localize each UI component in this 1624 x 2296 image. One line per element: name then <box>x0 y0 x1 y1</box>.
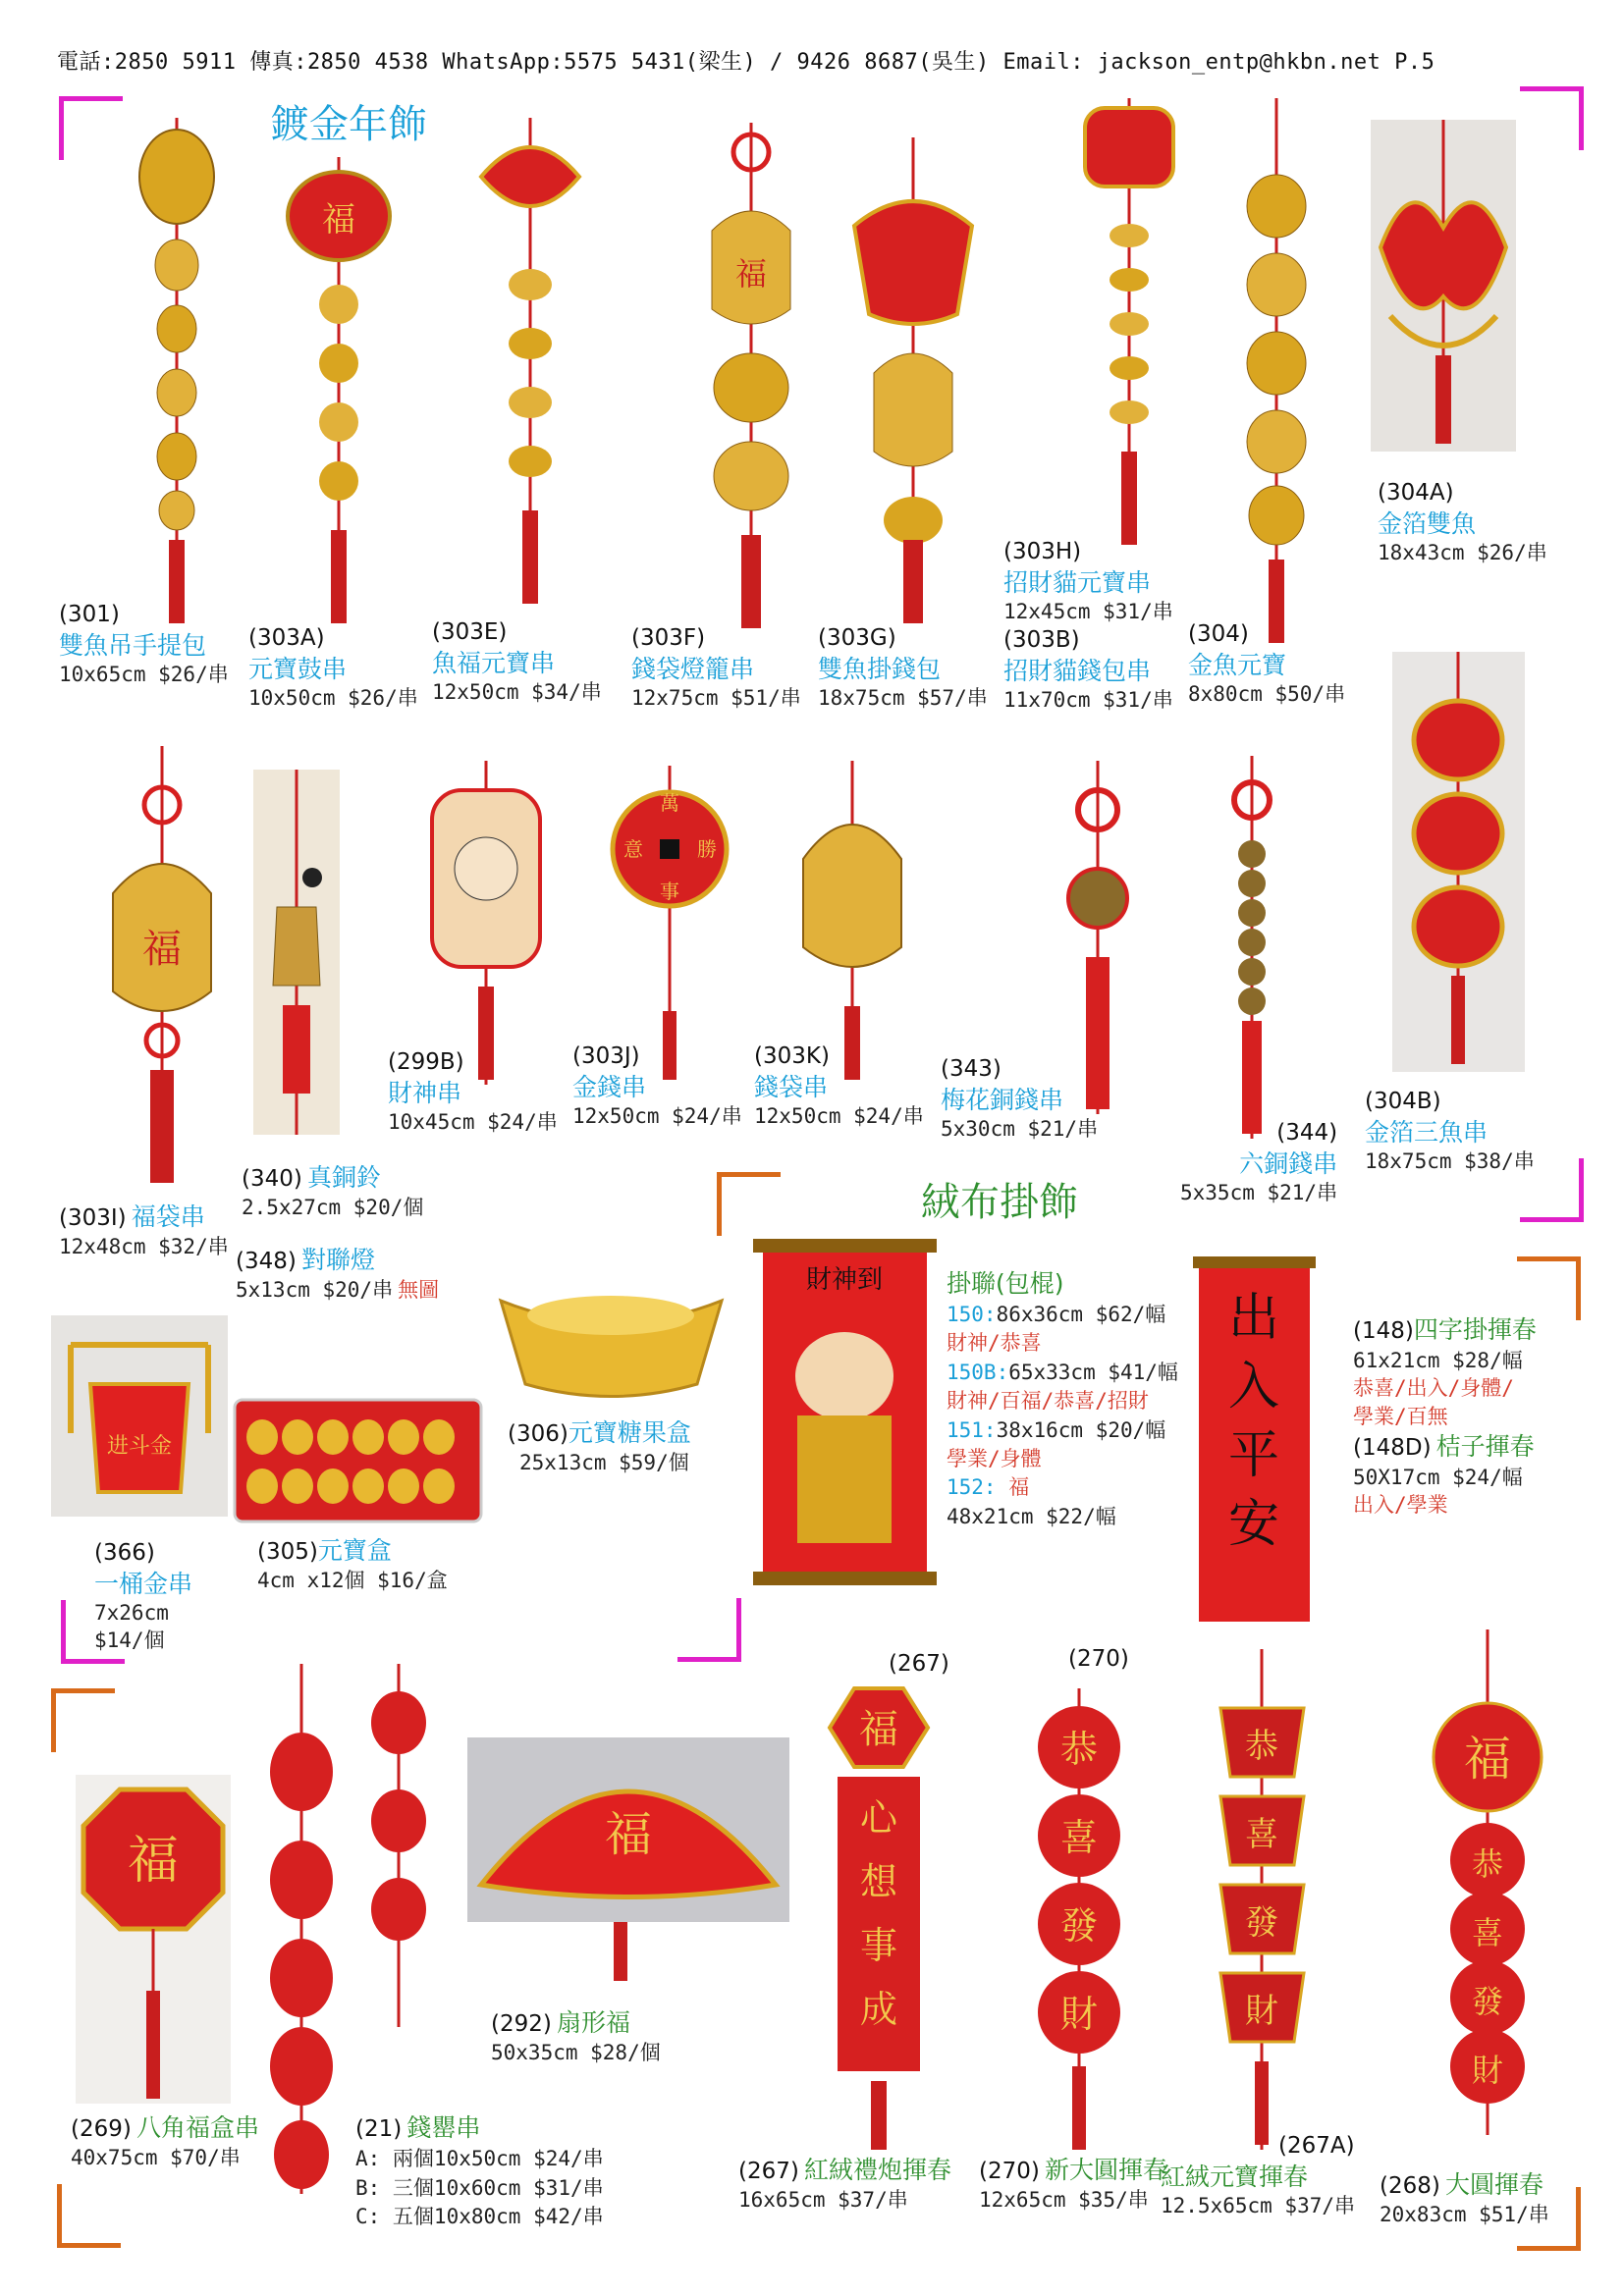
bracket-top-left <box>59 96 123 160</box>
product-image-303e <box>476 118 584 609</box>
product-card-269 <box>71 2112 259 2171</box>
product-card-303k <box>754 1042 924 1131</box>
product-image-303a <box>285 157 393 628</box>
product-spec: 50X17cm $24/幅 <box>1353 1466 1523 1490</box>
product-code: (303A) <box>248 625 325 651</box>
coin-glyph-bottom: 事 <box>660 880 679 903</box>
product-card-267 <box>738 2155 951 2214</box>
product-spec: 5x13cm $20/串 <box>236 1277 394 1302</box>
fu-glyph: 福 <box>322 200 355 240</box>
product-image-304a <box>1371 120 1516 452</box>
bracket-velvet-right <box>1517 1256 1581 1320</box>
bucket-glyph: 进斗金 <box>106 1434 173 1459</box>
product-spec: 5x30cm $21/串 <box>941 1117 1099 1142</box>
product-name: 雙魚吊手提包 <box>59 630 207 660</box>
product-image-scroll <box>753 1239 937 1587</box>
product-image-292 <box>467 1737 789 1922</box>
product-code: (304B) <box>1365 1089 1441 1114</box>
product-name: 金箔三魚串 <box>1365 1117 1489 1147</box>
product-code: (270) <box>979 2159 1040 2184</box>
product-card-366 <box>94 1539 192 1654</box>
product-image-268 <box>1432 1629 1544 2140</box>
product-card-148 <box>1353 1313 1537 1520</box>
bracket-velvet-bottom <box>677 1598 741 1662</box>
xi-glyph: 喜 <box>1245 1815 1278 1854</box>
chu-glyph: 出 <box>1227 1289 1280 1348</box>
product-spec: 11x70cm $31/串 <box>1003 688 1173 713</box>
product-code: (366) <box>94 1540 155 1566</box>
product-price: $14/個 <box>94 1628 165 1652</box>
scroll-spec-151: 38x16cm $20/幅 <box>996 1417 1166 1442</box>
product-card-344 <box>1180 1119 1337 1207</box>
bracket-bottom-left-bottom <box>57 2184 121 2248</box>
product-image-267 <box>820 1669 938 2155</box>
product-image-304b <box>1392 652 1525 1072</box>
product-name: 元寶鼓串 <box>248 654 348 683</box>
product-name: 招財貓錢包串 <box>1003 656 1152 685</box>
scroll-title: 掛聯(包棍) <box>947 1269 1064 1298</box>
product-image-303i <box>93 746 231 1188</box>
product-card-21 <box>355 2110 604 2231</box>
cai-glyph: 財 <box>1471 2052 1504 2089</box>
product-spec: 10x65cm $26/串 <box>59 663 229 687</box>
ping-glyph: 平 <box>1227 1426 1280 1485</box>
product-name: 八角福盒串 <box>135 2113 259 2142</box>
product-image-21a <box>265 1664 339 2204</box>
product-spec: 12x50cm $24/串 <box>754 1104 924 1129</box>
product-spec: 10x45cm $24/串 <box>388 1110 558 1135</box>
product-code: (303H) <box>1003 539 1082 564</box>
product-name: 六銅錢串 <box>1239 1148 1338 1178</box>
xin-glyph: 心 <box>859 1796 898 1840</box>
product-code: (304) <box>1188 621 1249 647</box>
product-card-304 <box>1188 620 1345 709</box>
product-option-b: B: 三個10x60cm $31/串 <box>355 2175 604 2200</box>
product-code: (148D) <box>1353 1435 1432 1462</box>
scroll-spec-150: 86x36cm $62/幅 <box>996 1303 1166 1326</box>
product-card-303f <box>631 624 801 713</box>
product-name: 財神串 <box>388 1078 462 1107</box>
product-image-267a <box>1216 1649 1309 2155</box>
section-title-gold: 鍍金年飾 <box>270 102 427 147</box>
product-spec: 20x83cm $51/串 <box>1380 2202 1549 2226</box>
product-image-366 <box>51 1315 228 1517</box>
coin-glyph-right: 勝 <box>697 837 717 861</box>
scroll-options-150b: 財神/百福/恭喜/招財 <box>947 1389 1149 1414</box>
product-name: 一桶金串 <box>94 1569 193 1598</box>
product-code: (303F) <box>631 625 706 651</box>
product-image-301 <box>133 118 221 628</box>
product-code: (303E) <box>432 619 508 645</box>
product-card-303e <box>432 618 602 707</box>
fa-glyph: 發 <box>1245 1903 1278 1943</box>
product-card-304a <box>1378 479 1547 567</box>
product-name: 錢袋燈籠串 <box>631 654 755 683</box>
product-image-148 <box>1193 1256 1316 1634</box>
an-glyph: 安 <box>1227 1495 1280 1554</box>
scroll-code-152: 152: <box>947 1475 997 1500</box>
product-code: (303I) <box>59 1205 127 1231</box>
tag-267: (267) <box>889 1651 949 1677</box>
product-card-299b <box>388 1048 558 1137</box>
product-spec: 61x21cm $28/幅 <box>1353 1349 1523 1373</box>
product-code: (269) <box>71 2116 132 2142</box>
product-image-303g <box>849 137 977 628</box>
product-card-303j <box>572 1042 742 1131</box>
product-tassel-292 <box>614 1922 627 1981</box>
cheng-glyph: 成 <box>859 1988 898 2031</box>
product-name: 真銅鈴 <box>306 1163 381 1192</box>
gong-glyph: 恭 <box>1059 1728 1099 1771</box>
product-spec: 50x35cm $28/個 <box>491 2040 661 2064</box>
product-code: (303K) <box>754 1043 830 1069</box>
product-code: (267) <box>738 2159 799 2184</box>
product-spec: 12x50cm $24/串 <box>572 1104 742 1129</box>
no-image-note: 無圖 <box>398 1277 440 1302</box>
product-card-301 <box>59 601 229 689</box>
product-card-306 <box>508 1417 691 1476</box>
product-card-340 <box>242 1162 423 1221</box>
fu-glyph: 福 <box>142 927 182 972</box>
product-code: (305) <box>257 1539 318 1565</box>
product-spec: 12x45cm $31/串 <box>1003 600 1173 624</box>
product-code: (21) <box>355 2116 403 2142</box>
product-spec: 25x13cm $59/個 <box>519 1450 689 1474</box>
caishen-banner-glyph: 財神到 <box>805 1265 884 1295</box>
product-option-c: C: 五個10x80cm $42/串 <box>355 2204 604 2228</box>
product-name: 四字掛揮春 <box>1413 1315 1537 1344</box>
product-option-a: A: 兩個10x50cm $24/串 <box>355 2147 604 2171</box>
product-image-303f <box>697 123 805 633</box>
scroll-options-151: 學業/身體 <box>947 1446 1042 1470</box>
bracket-top-right <box>1520 86 1584 150</box>
gong-glyph: 恭 <box>1245 1727 1278 1766</box>
product-spec: 12.5x65cm $37/串 <box>1161 2194 1356 2218</box>
ru-glyph: 入 <box>1227 1358 1280 1416</box>
product-options: 出入/學業 <box>1353 1493 1448 1518</box>
product-name: 金箔雙魚 <box>1378 508 1477 538</box>
section-title-velvet: 絨布掛飾 <box>921 1180 1078 1225</box>
shi-glyph: 事 <box>859 1924 898 1967</box>
product-card-270 <box>979 2155 1167 2214</box>
fu-glyph: 福 <box>1463 1732 1512 1787</box>
fu-glyph: 福 <box>734 255 768 293</box>
product-name: 元寶盒 <box>317 1536 392 1565</box>
product-card-304b <box>1365 1088 1535 1176</box>
product-image-303j <box>609 766 731 1085</box>
scroll-spec-152: 48x21cm $22/幅 <box>947 1504 1116 1528</box>
fa-glyph: 發 <box>1059 1904 1099 1948</box>
product-spec: 18x43cm $26/串 <box>1378 541 1547 565</box>
product-name: 桔子揮春 <box>1435 1432 1535 1462</box>
xi-glyph: 喜 <box>1059 1816 1099 1859</box>
product-card-305 <box>257 1535 448 1594</box>
scroll-options-152: 福 <box>996 1475 1030 1500</box>
product-spec: 12x50cm $34/串 <box>432 680 602 705</box>
scroll-spec-150b: 65x33cm $41/幅 <box>1008 1360 1178 1384</box>
fu-glyph: 福 <box>604 1807 653 1862</box>
scroll-code-150b: 150B: <box>947 1360 1009 1384</box>
scroll-options-150: 財神/恭喜 <box>947 1331 1042 1356</box>
product-card-303g <box>818 624 988 713</box>
product-card-348 <box>236 1245 439 1304</box>
scroll-code-151: 151: <box>947 1417 997 1442</box>
product-spec: 4cm x12個 $16/盒 <box>257 1568 448 1592</box>
product-card-268 <box>1380 2169 1549 2228</box>
bracket-velvet-top-left <box>717 1172 781 1236</box>
product-name: 金錢串 <box>572 1072 647 1101</box>
product-card-343 <box>941 1055 1098 1144</box>
product-code: (344) <box>1276 1120 1338 1146</box>
product-name: 對聯燈 <box>300 1246 375 1274</box>
product-image-303k <box>793 761 911 1085</box>
product-spec: 2.5x27cm $20/個 <box>242 1195 424 1219</box>
coin-glyph-top: 萬 <box>660 791 679 815</box>
product-card-303a <box>248 624 418 713</box>
product-name: 大圓揮春 <box>1444 2170 1543 2199</box>
xi-glyph: 喜 <box>1471 1914 1504 1951</box>
product-code: (306) <box>508 1421 568 1447</box>
product-code: (303J) <box>572 1043 640 1069</box>
product-code: (303G) <box>818 625 896 651</box>
product-spec: 5x35cm $21/串 <box>1180 1181 1338 1205</box>
product-spec: 10x50cm $26/串 <box>248 686 418 711</box>
product-image-306 <box>496 1276 727 1409</box>
gong-glyph: 恭 <box>1471 1845 1504 1883</box>
product-card-scroll <box>947 1266 1178 1531</box>
product-code: (348) <box>236 1249 297 1274</box>
product-image-344 <box>1218 756 1286 1139</box>
product-name: 招財貓元寶串 <box>1003 567 1152 597</box>
coin-glyph-left: 意 <box>623 837 643 861</box>
product-card-267a <box>1161 2132 1355 2220</box>
cai-glyph: 財 <box>1059 1993 1099 2036</box>
product-name: 錢袋串 <box>754 1072 829 1101</box>
product-spec: 40x75cm $70/串 <box>71 2145 241 2169</box>
product-name: 扇形福 <box>556 2008 630 2037</box>
cai-glyph: 財 <box>1245 1992 1278 2031</box>
product-card-292 <box>491 2007 661 2066</box>
product-name: 福袋串 <box>131 1202 205 1231</box>
product-name: 金魚元寶 <box>1188 650 1287 679</box>
product-name: 雙魚掛錢包 <box>818 654 942 683</box>
product-spec: 12x75cm $51/串 <box>631 686 801 711</box>
product-code: (304A) <box>1378 480 1454 506</box>
fu-glyph: 福 <box>127 1832 180 1891</box>
product-spec: 18x75cm $57/串 <box>818 686 988 711</box>
scroll-code-150: 150: <box>947 1303 997 1326</box>
product-code: (301) <box>59 602 120 627</box>
product-code: (303B) <box>1003 626 1080 653</box>
contact-header: 電話:2850 5911 傳真:2850 4538 WhatsApp:5575 5431(梁生) / 9426 8687(吳生) Email: jackson_entp@hkbn.net P.5 <box>57 50 1435 75</box>
product-code: (340) <box>242 1166 302 1192</box>
product-image-304 <box>1232 98 1321 648</box>
product-code: (267A) <box>1278 2133 1355 2159</box>
product-name: 元寶糖果盒 <box>568 1418 691 1447</box>
product-name: 魚福元寶串 <box>432 648 556 677</box>
product-code: (148) <box>1353 1318 1414 1344</box>
product-name: 新大圓揮春 <box>1044 2156 1167 2184</box>
product-image-270 <box>1033 1688 1126 2155</box>
product-card-303i <box>59 1201 229 1260</box>
product-code: (292) <box>491 2011 552 2037</box>
product-spec: 12x48cm $32/串 <box>59 1234 229 1258</box>
product-image-21b <box>365 1664 432 2037</box>
product-name: 紅絨禮炮揮春 <box>803 2156 951 2184</box>
fu-glyph: 福 <box>859 1707 898 1752</box>
tag-270: (270) <box>1068 1646 1129 1672</box>
xiang-glyph: 想 <box>859 1860 898 1903</box>
product-code: (299B) <box>388 1049 464 1075</box>
product-name: 錢罌串 <box>406 2113 481 2142</box>
product-spec: 12x65cm $35/串 <box>979 2187 1149 2212</box>
product-spec: 16x65cm $37/串 <box>738 2187 908 2212</box>
product-code: (268) <box>1380 2173 1440 2199</box>
product-image-269 <box>76 1775 231 2104</box>
fa-glyph: 發 <box>1471 1983 1504 2020</box>
product-image-299b <box>422 761 550 1085</box>
product-image-303h <box>1075 98 1183 550</box>
product-spec: 7x26cm <box>94 1601 169 1626</box>
product-code: (343) <box>941 1056 1001 1082</box>
product-spec: 8x80cm $50/串 <box>1188 682 1346 707</box>
product-image-340 <box>253 770 340 1135</box>
product-name: 紅絨元寶揮春 <box>1161 2162 1309 2191</box>
bracket-bottom-left-top <box>51 1688 115 1752</box>
product-options: 學業/百無 <box>1353 1404 1448 1428</box>
product-image-305 <box>233 1398 483 1523</box>
product-spec: 18x75cm $38/串 <box>1365 1149 1535 1174</box>
product-card-303h <box>1003 538 1173 714</box>
product-options: 恭喜/出入/身體/ <box>1353 1376 1514 1401</box>
product-name: 梅花銅錢串 <box>941 1085 1064 1114</box>
